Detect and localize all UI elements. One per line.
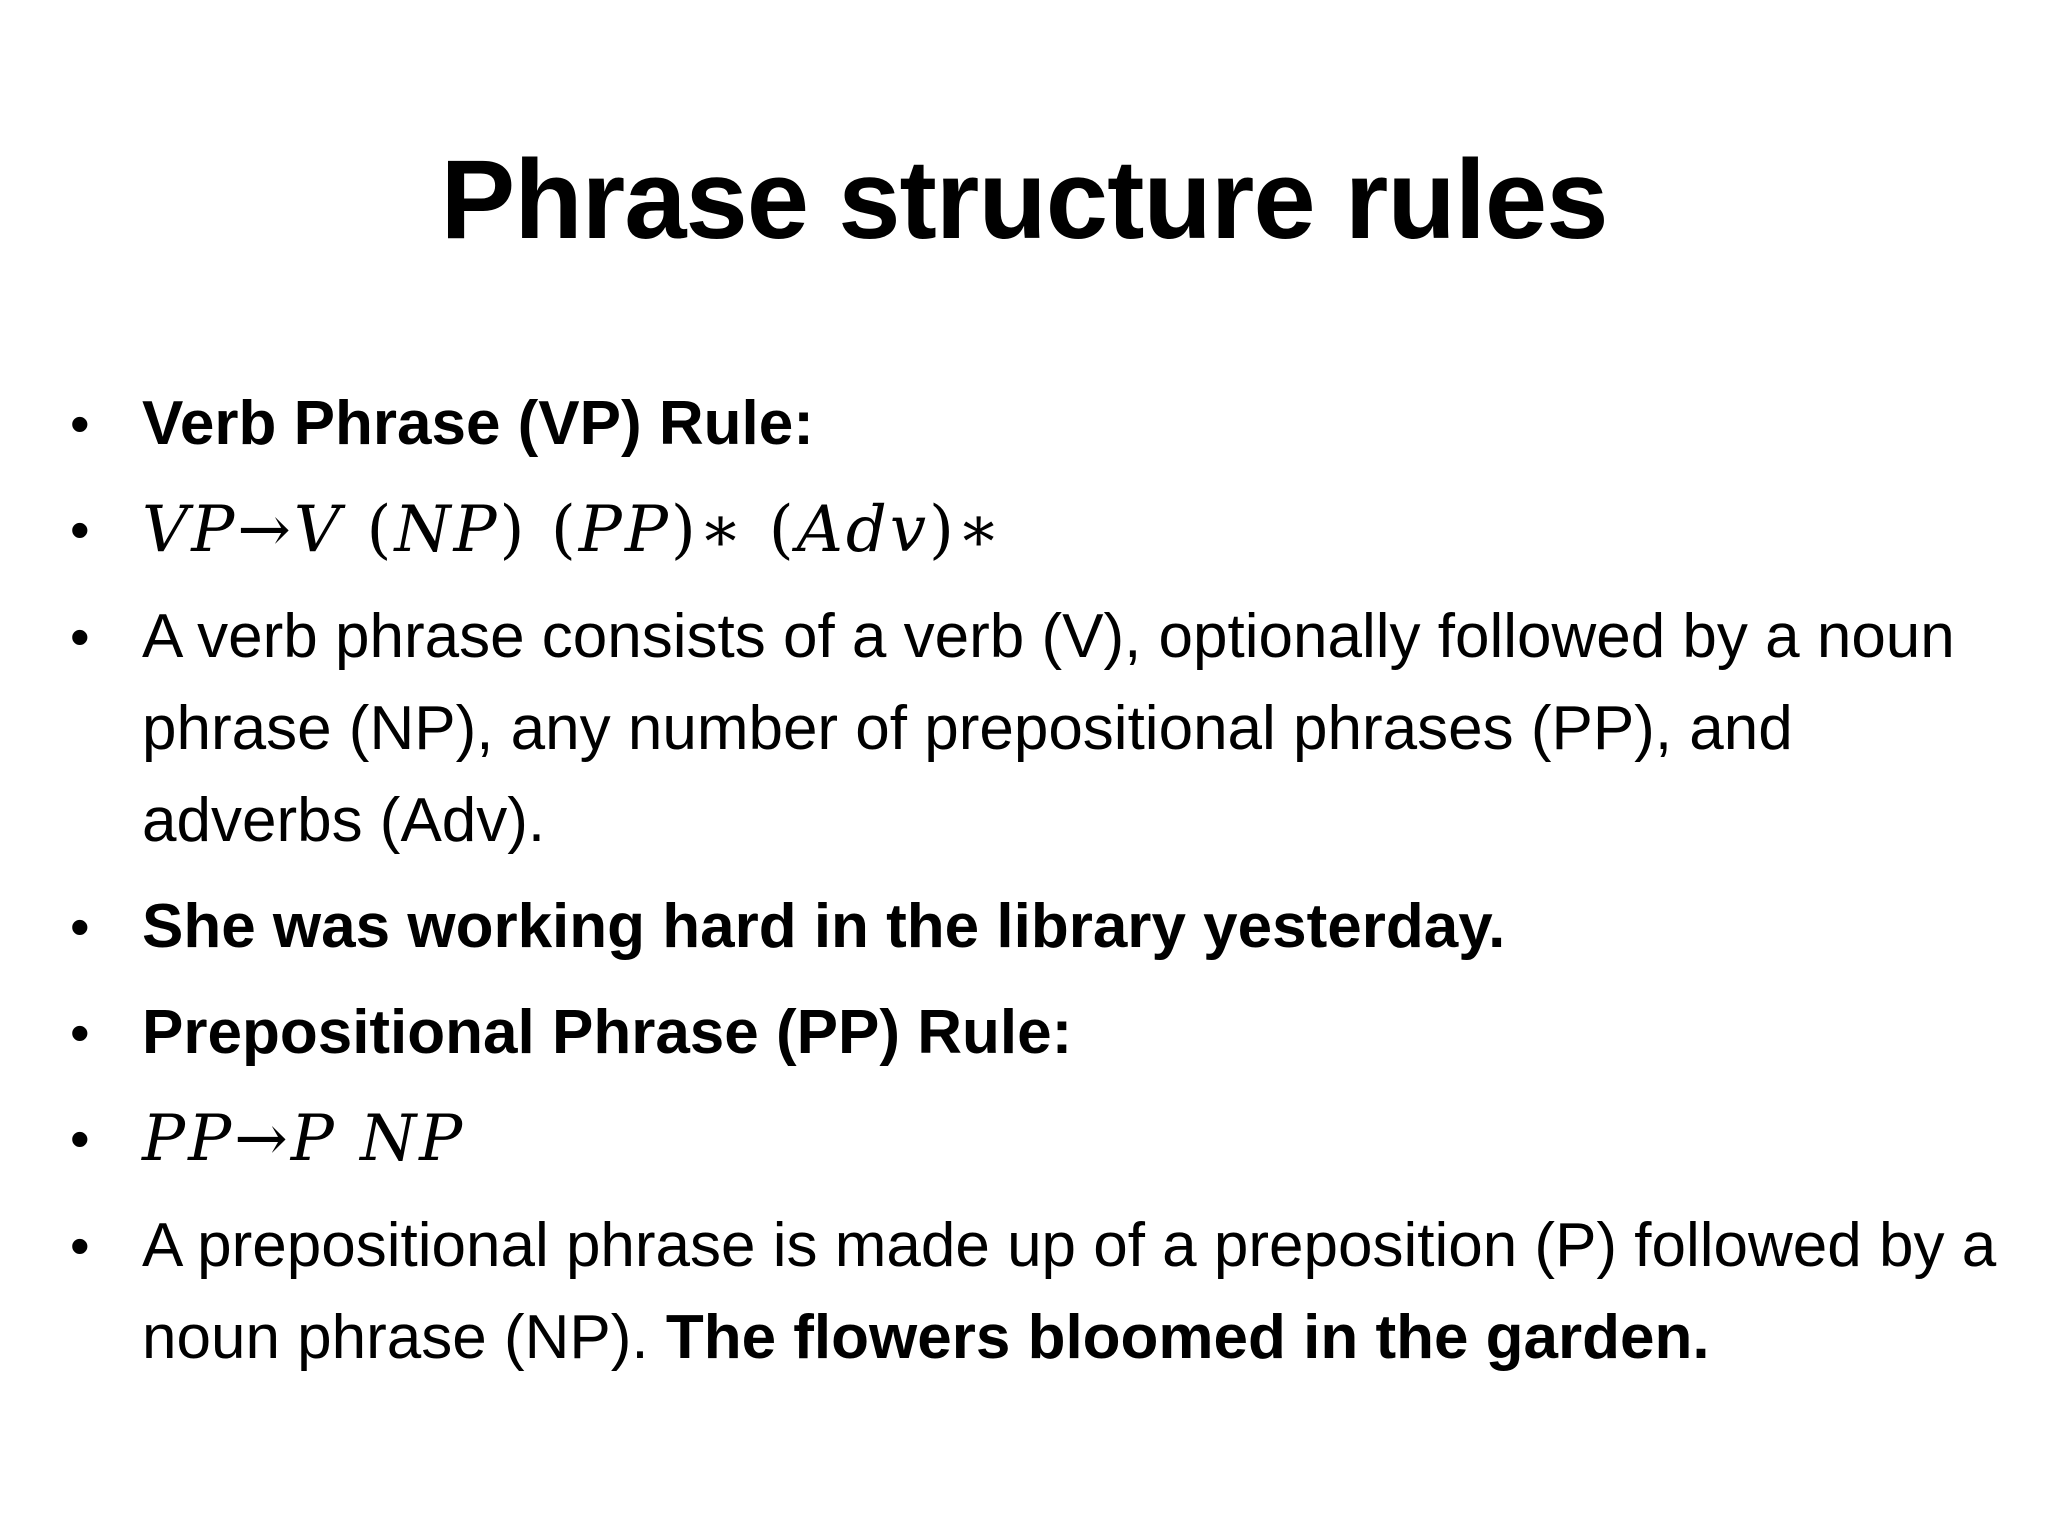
- bullet-icon: •: [70, 392, 90, 455]
- list-item-vp-description: [0, 591, 2048, 867]
- pp-formula: [142, 1102, 465, 1176]
- bullet-list: [0, 378, 2048, 1398]
- formula-symbol: PP: [142, 1102, 235, 1176]
- vp-rule-heading: Verb Phrase (VP) Rule:: [142, 389, 814, 458]
- formula-symbol: PP: [578, 493, 671, 567]
- formula-paren: (: [343, 493, 395, 567]
- formula-paren: )∗: [929, 493, 1004, 567]
- formula-paren: )∗ (: [670, 493, 797, 567]
- list-item-pp-description: [0, 1200, 2048, 1384]
- slide-title: Phrase structure rules: [440, 137, 1608, 262]
- pp-example: The flowers bloomed in the garden.: [648, 1303, 1710, 1372]
- vp-example: She was working hard in the library yesterday.: [142, 892, 1506, 961]
- formula-arrow: →: [234, 1102, 291, 1176]
- formula-symbol: P: [290, 1102, 337, 1176]
- pp-description: A prepositional phrase is made up of a preposition (P) followed by a noun phrase (NP).: [142, 1211, 1997, 1372]
- list-item-vp-example: [0, 881, 2048, 973]
- formula-symbol: Adv: [796, 493, 930, 567]
- formula-symbol: NP: [360, 1102, 466, 1176]
- bullet-icon: •: [70, 605, 90, 668]
- list-item-vp-formula: [0, 484, 2048, 577]
- list-item-pp-rule-heading: [0, 987, 2048, 1079]
- list-item-vp-rule-heading: [0, 378, 2048, 470]
- pp-rule-heading: Prepositional Phrase (PP) Rule:: [142, 998, 1073, 1067]
- vp-formula: [142, 493, 1004, 567]
- bullet-icon: •: [70, 498, 90, 561]
- formula-arrow: →: [237, 493, 294, 567]
- formula-symbol: V: [293, 493, 344, 567]
- formula-paren: ) (: [499, 493, 579, 567]
- bullet-icon: •: [70, 1001, 90, 1064]
- formula-space: [337, 1102, 360, 1176]
- vp-description: A verb phrase consists of a verb (V), optionally followed by a noun phrase (NP), any number of prepositional phrases (PP), and adverbs (Adv).: [142, 602, 1955, 855]
- bullet-icon: •: [70, 1214, 90, 1277]
- formula-symbol: NP: [394, 493, 500, 567]
- formula-symbol: VP: [142, 493, 238, 567]
- bullet-icon: •: [70, 1107, 90, 1170]
- bullet-icon: •: [70, 895, 90, 958]
- list-item-pp-formula: [0, 1093, 2048, 1186]
